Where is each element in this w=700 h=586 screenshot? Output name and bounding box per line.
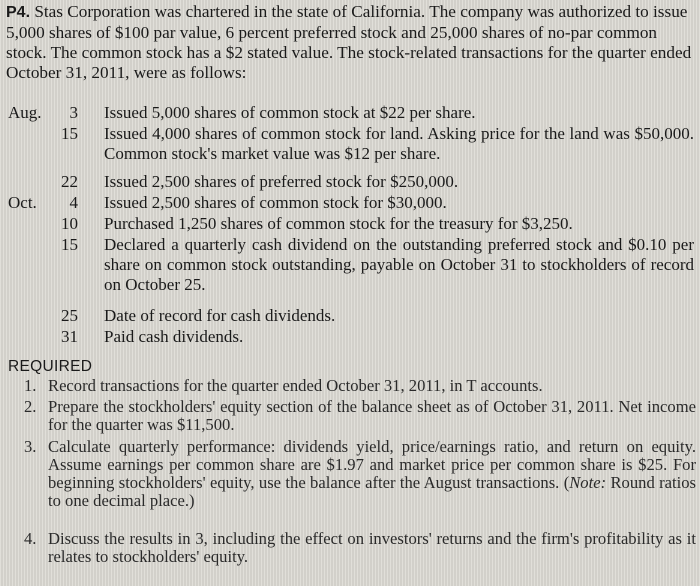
transaction-text: Date of record for cash dividends. — [104, 306, 336, 325]
required-item-text-note: Round ratios to one decimal place.) — [48, 473, 696, 510]
required-heading: REQUIRED — [8, 358, 93, 375]
required-item-text: Record transactions for the quarter ended October 31, 2011, in T accounts. — [48, 376, 543, 395]
transaction-day: 3 — [69, 103, 78, 122]
required-item-text — [48, 438, 696, 510]
transaction-month: Oct. — [8, 193, 37, 212]
note-label: Note: — [569, 473, 607, 492]
transaction-month: Aug. — [8, 103, 42, 122]
transaction-day: 25 — [61, 306, 78, 325]
transaction-day: 4 — [69, 193, 78, 212]
problem-intro — [6, 2, 696, 83]
transaction-day: 15 — [61, 124, 78, 143]
transaction-text: Issued 2,500 shares of preferred stock for $250,000. — [104, 172, 459, 191]
problem-intro-text: Stas Corporation was chartered in the state of California. The company was authorized to issue 5,000 shares of $100 par value, 6 percent preferred stock and 25,000 shares of no-par common stock. The common stock has a $2 stated value. The stock-related transactions for the quarter ended October 31, 2011, were as follows: — [6, 2, 692, 82]
problem-number: P4. — [6, 4, 31, 21]
transaction-day: 22 — [61, 172, 78, 191]
required-item-text: Discuss the results in 3, including the effect on investors' returns and the firm's profitability as it relates to stockholders' equity. — [48, 529, 696, 566]
transaction-day: 31 — [61, 327, 78, 346]
transaction-text: Issued 2,500 shares of common stock for $30,000. — [104, 193, 447, 212]
transaction-text: Issued 4,000 shares of common stock for land. Asking price for the land was $50,000. Common stock's market value was $12 per share. — [104, 124, 694, 163]
transaction-text: Paid cash dividends. — [104, 327, 244, 346]
required-item-number: 4. — [24, 529, 37, 548]
transaction-text: Declared a quarterly cash dividend on the outstanding preferred stock and $0.10 per share on common stock outstanding, payable on October 31 to stockholders of record on October 25. — [104, 235, 694, 294]
required-item-text: Prepare the stockholders' equity section of the balance sheet as of October 31, 2011. Net income for the quarter was $11,500. — [48, 397, 696, 434]
required-item-number: 3. — [24, 437, 37, 456]
required-item-number: 2. — [24, 397, 37, 416]
required-item-text-main: Calculate quarterly performance: dividends yield, price/earnings ratio, and return on equity. Assume earnings per common share are $1.97 and market price per common share is $25. For beginning stockholders' equity, use the balance after the August transactions. ( — [48, 437, 696, 492]
required-item-number: 1. — [24, 376, 37, 395]
transaction-day: 10 — [61, 214, 78, 233]
transaction-day: 15 — [61, 235, 78, 254]
transaction-text: Issued 5,000 shares of common stock at $22 per share. — [104, 103, 476, 122]
transaction-text: Purchased 1,250 shares of common stock for the treasury for $3,250. — [104, 214, 573, 233]
